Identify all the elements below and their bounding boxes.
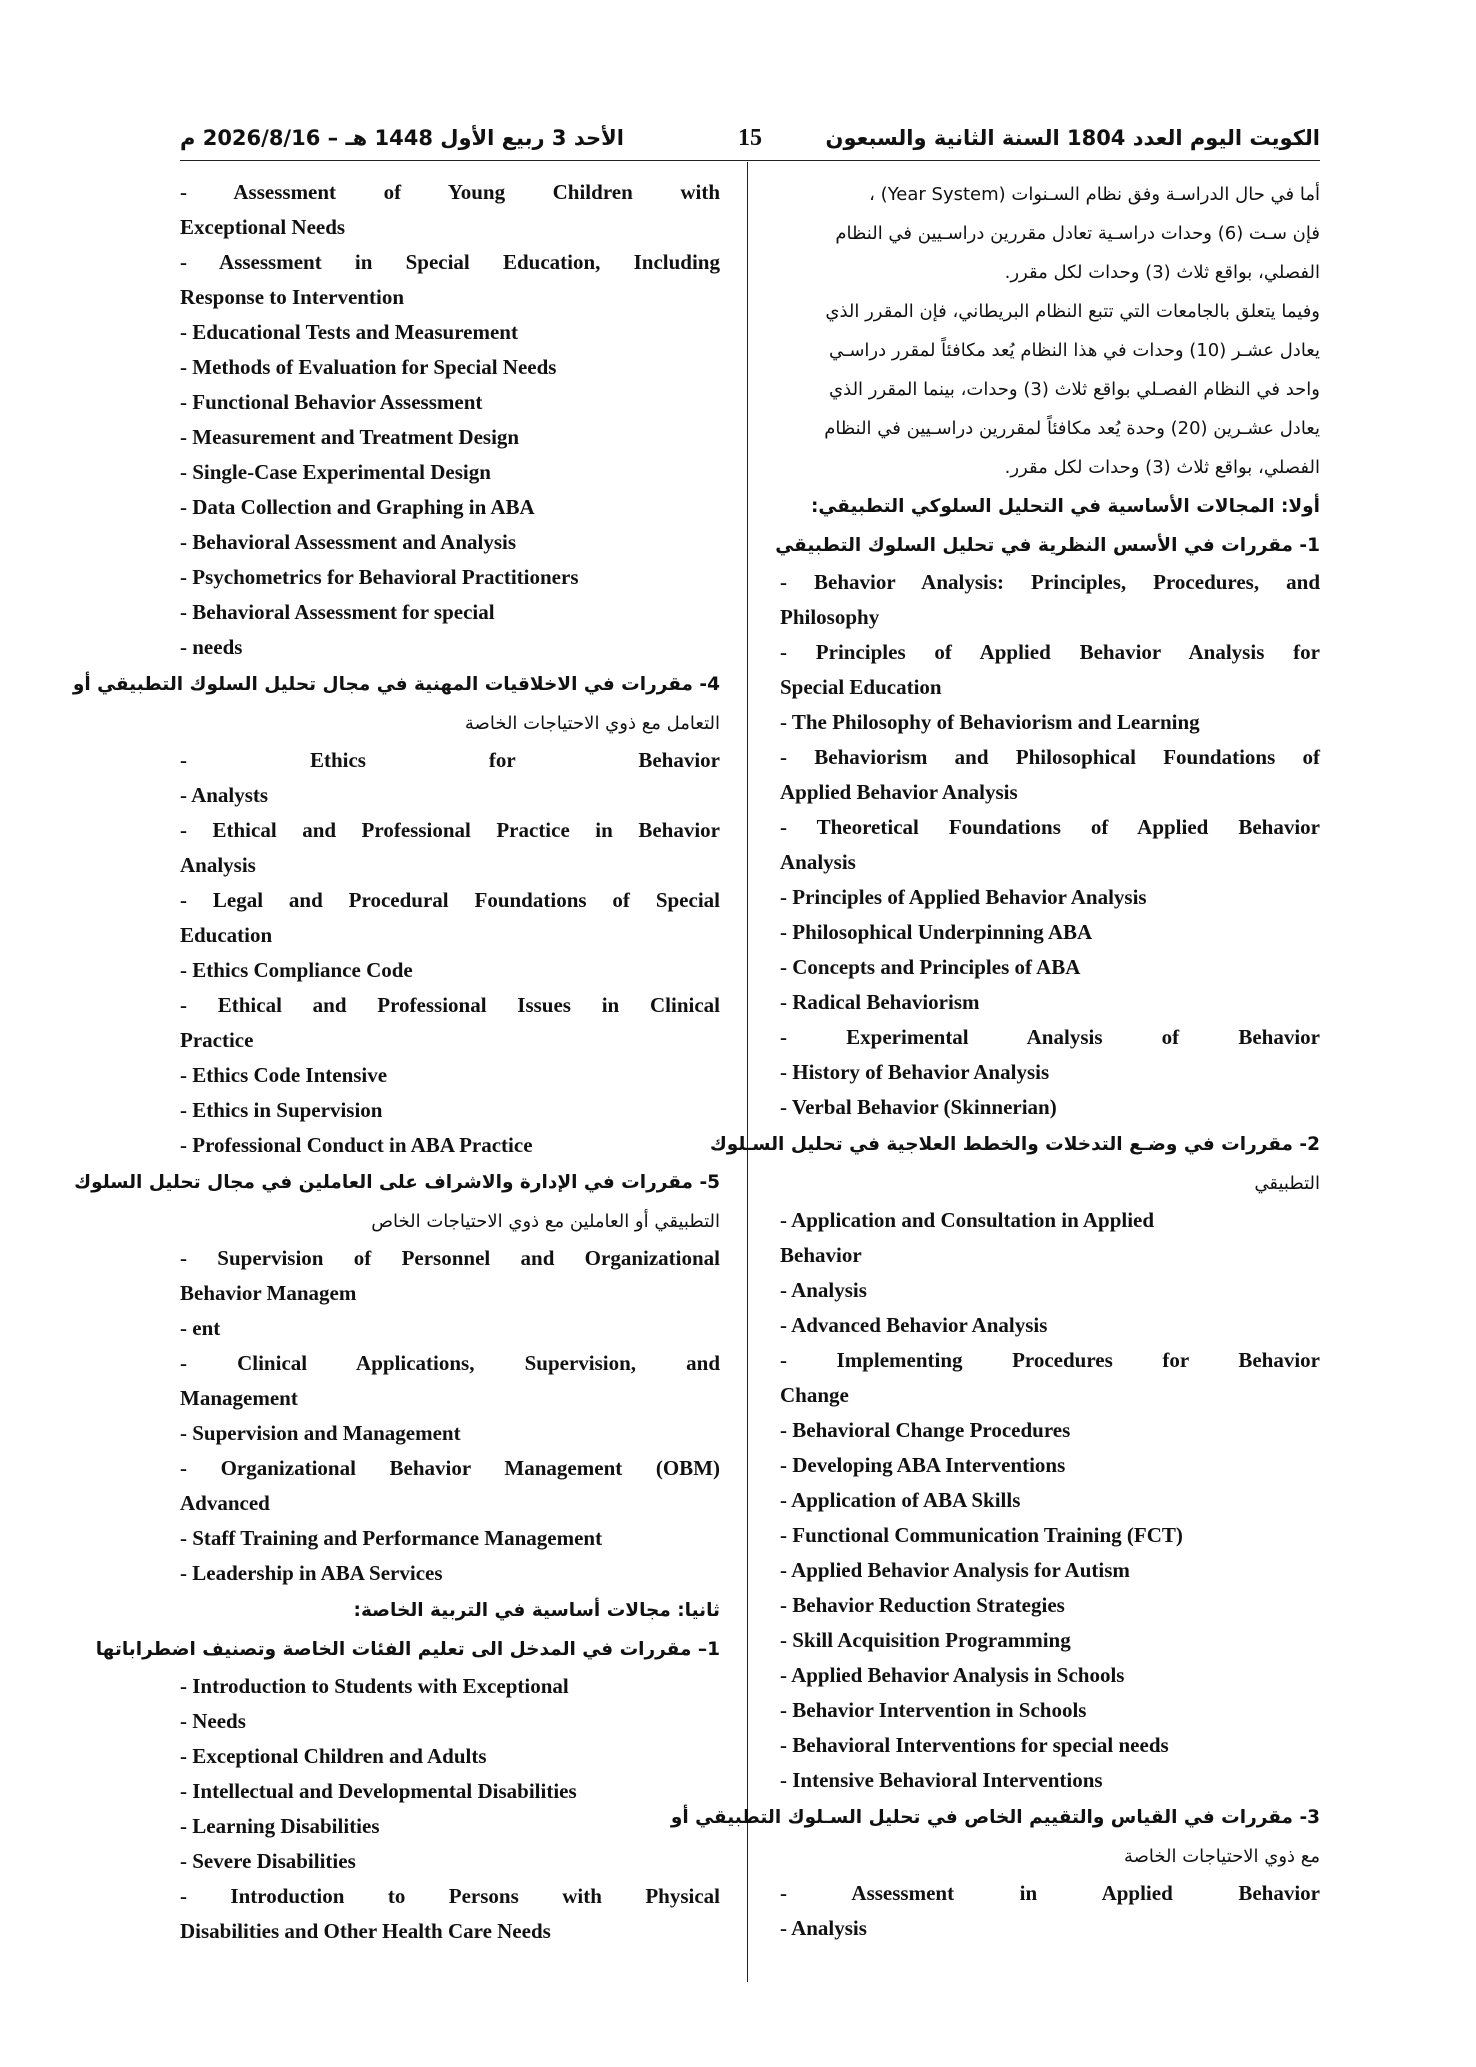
- course-line: Advanced: [180, 1491, 270, 1515]
- header-issue-info: الكويت اليوم العدد 1804 السنة الثانية والسبعون: [825, 126, 1320, 150]
- arabic-text-line: أولا: المجالات الأساسية في التحليل السلوكي التطبيقي:: [811, 496, 1320, 517]
- course-line: - Radical Behaviorism: [780, 990, 980, 1014]
- course-line: - Learning Disabilities: [180, 1814, 380, 1838]
- course-line: - Principles of Applied Behavior Analysis: [780, 885, 1147, 909]
- course-line: Change: [780, 1383, 849, 1407]
- course-line: - Developing ABA Interventions: [780, 1453, 1066, 1477]
- course-line: - Supervision and Management: [180, 1421, 461, 1445]
- right-column: [670, 175, 1320, 1946]
- course-line: - Behavioral Interventions for special needs: [780, 1733, 1169, 1757]
- course-line: - Application of ABA Skills: [780, 1488, 1021, 1512]
- course-line: - Data Collection and Graphing in ABA: [180, 495, 535, 519]
- course-line: - History of Behavior Analysis: [780, 1060, 1050, 1084]
- course-line: Special Education: [780, 675, 942, 699]
- arabic-text-line: ثانيا: مجالات أساسية في التربية الخاصة:: [353, 1600, 720, 1621]
- arabic-text-line: وفيما يتعلق بالجامعات التي تتبع النظام البريطاني، فإن المقرر الذي: [825, 301, 1320, 322]
- course-line: Applied Behavior Analysis: [780, 780, 1018, 804]
- course-line: - Ethics for Behavior: [180, 748, 720, 772]
- course-line: - Behavioral Assessment for special: [180, 600, 495, 624]
- course-line: - Functional Behavior Assessment: [180, 390, 483, 414]
- course-line: Practice: [180, 1028, 254, 1052]
- course-line: - Ethics Compliance Code: [180, 958, 413, 982]
- course-line: - Applied Behavior Analysis in Schools: [780, 1663, 1125, 1687]
- arabic-text-line: واحد في النظام الفصـلي بواقع ثلاث (3) وحدات، بينما المقرر الذي: [829, 379, 1320, 400]
- course-line: - Intellectual and Developmental Disabilities: [180, 1779, 577, 1803]
- arabic-text-line: 5- مقررات في الإدارة والاشراف على العاملين في مجال تحليل السلوك: [74, 1172, 720, 1193]
- course-line: - Analysts: [180, 783, 269, 807]
- arabic-text-line: 1- مقررات في الأسس النظرية في تحليل السلوك التطبيقي: [775, 535, 1320, 556]
- course-line: - Theoretical Foundations of Applied Behavior: [780, 815, 1320, 839]
- arabic-text-line: الفصلي، بواقع ثلاث (3) وحدات لكل مقرر.: [1004, 262, 1320, 283]
- course-line: - Verbal Behavior (Skinnerian): [780, 1095, 1057, 1119]
- arabic-text-line: 4- مقررات في الاخلاقيات المهنية في مجال تحليل السلوك التطبيقي أو: [72, 674, 720, 695]
- course-line: - Application and Consultation in Applied: [780, 1208, 1155, 1232]
- course-line: Education: [180, 923, 273, 947]
- course-line: - Analysis: [780, 1916, 867, 1940]
- arabic-text-line: 2- مقررات في وضـع التدخلات والخطط العلاجية في تحليل السـلوك: [709, 1134, 1320, 1155]
- course-line: - Exceptional Children and Adults: [180, 1744, 487, 1768]
- course-line: Analysis: [780, 850, 856, 874]
- course-line: - Skill Acquisition Programming: [780, 1628, 1071, 1652]
- course-line: Philosophy: [780, 605, 880, 629]
- course-line: - Educational Tests and Measurement: [180, 320, 518, 344]
- course-line: - Professional Conduct in ABA Practice: [180, 1133, 533, 1157]
- course-line: - Severe Disabilities: [180, 1849, 356, 1873]
- arabic-text-line: التطبيقي أو العاملين مع ذوي الاحتياجات الخاص: [371, 1211, 720, 1232]
- course-line: Behavior: [780, 1243, 862, 1267]
- page-header: [180, 118, 1320, 158]
- course-line: - Introduction to Students with Exceptional: [180, 1674, 569, 1698]
- arabic-text-line: أما في حال الدراسـة وفق نظام السـنوات (Year System) ،: [869, 184, 1320, 205]
- arabic-text-line: الفصلي، بواقع ثلاث (3) وحدات لكل مقرر.: [1004, 457, 1320, 478]
- course-line: - Assessment in Special Education, Including: [180, 250, 720, 274]
- course-line: - Legal and Procedural Foundations of Special: [180, 888, 720, 912]
- course-line: - Applied Behavior Analysis for Autism: [780, 1558, 1130, 1582]
- course-line: - Behavior Intervention in Schools: [780, 1698, 1087, 1722]
- course-line: - Ethics in Supervision: [180, 1098, 383, 1122]
- course-line: - Needs: [180, 1709, 246, 1733]
- course-line: - Ethics Code Intensive: [180, 1063, 388, 1087]
- course-line: - Assessment of Young Children with: [180, 180, 720, 204]
- course-line: Disabilities and Other Health Care Needs: [180, 1919, 551, 1943]
- course-line: - Philosophical Underpinning ABA: [780, 920, 1093, 944]
- course-line: - Ethical and Professional Practice in Behavior: [180, 818, 720, 842]
- course-line: - The Philosophy of Behaviorism and Learning: [780, 710, 1200, 734]
- course-line: Response to Intervention: [180, 285, 404, 309]
- course-line: - Principles of Applied Behavior Analysis for: [780, 640, 1320, 664]
- arabic-text-line: يعادل عشـر (10) وحدات في هذا النظام يُعد مكافئاً لمقرر دراسـي: [829, 340, 1320, 361]
- course-line: - Staff Training and Performance Management: [180, 1526, 603, 1550]
- course-line: - Assessment in Applied Behavior: [780, 1881, 1320, 1905]
- course-line: - Analysis: [780, 1278, 867, 1302]
- course-line: Exceptional Needs: [180, 215, 346, 239]
- course-line: - needs: [180, 635, 243, 659]
- page-number: 15: [738, 125, 762, 151]
- course-line: - Ethical and Professional Issues in Clinical: [180, 993, 720, 1017]
- course-line: - Clinical Applications, Supervision, and: [180, 1351, 720, 1375]
- course-line: - Introduction to Persons with Physical: [180, 1884, 720, 1908]
- course-line: - Leadership in ABA Services: [180, 1561, 443, 1585]
- arabic-text-line: يعادل عشـرين (20) وحدة يُعد مكافئاً لمقررين دراسـيين في النظام: [824, 418, 1320, 439]
- column-divider: [747, 162, 748, 1982]
- course-line: - Concepts and Principles of ABA: [780, 955, 1081, 979]
- course-line: - Behavior Analysis: Principles, Procedures, and: [780, 570, 1320, 594]
- course-line: - Intensive Behavioral Interventions: [780, 1768, 1103, 1792]
- course-line: - Functional Communication Training (FCT): [780, 1523, 1183, 1547]
- course-line: - ent: [180, 1316, 221, 1340]
- course-line: - Advanced Behavior Analysis: [780, 1313, 1048, 1337]
- course-line: - Behaviorism and Philosophical Foundations of: [780, 745, 1320, 769]
- left-column: [72, 175, 720, 1949]
- arabic-text-line: التطبيقي: [1254, 1173, 1320, 1194]
- arabic-text-line: 3- مقررات في القياس والتقييم الخاص في تحليل السـلوك التطبيقي أو: [670, 1807, 1320, 1828]
- course-line: - Behavior Reduction Strategies: [780, 1593, 1065, 1617]
- arabic-text-line: التعامل مع ذوي الاحتياجات الخاصة: [464, 713, 720, 734]
- course-line: - Psychometrics for Behavioral Practitioners: [180, 565, 579, 589]
- course-line: - Experimental Analysis of Behavior: [780, 1025, 1320, 1049]
- arabic-text-line: 1– مقررات في المدخل الى تعليم الفئات الخاصة وتصنيف اضطراباتها: [95, 1639, 720, 1660]
- course-line: - Organizational Behavior Management (OBM): [180, 1456, 720, 1480]
- header-rule: [180, 160, 1320, 161]
- course-line: - Methods of Evaluation for Special Needs: [180, 355, 557, 379]
- course-line: - Behavioral Assessment and Analysis: [180, 530, 517, 554]
- course-line: - Single-Case Experimental Design: [180, 460, 491, 484]
- arabic-text-line: مع ذوي الاحتياجات الخاصة: [1123, 1846, 1320, 1867]
- arabic-text-line: فإن سـت (6) وحدات دراسـية تعادل مقررين دراسـيين في النظام: [835, 223, 1320, 244]
- course-line: Management: [180, 1386, 298, 1410]
- course-line: - Behavioral Change Procedures: [780, 1418, 1071, 1442]
- course-line: - Supervision of Personnel and Organizational: [180, 1246, 720, 1270]
- header-date: الأحد 3 ربيع الأول 1448 هـ – 2026/8/16 م: [180, 126, 624, 150]
- course-line: - Implementing Procedures for Behavior: [780, 1348, 1320, 1372]
- course-line: Behavior Managem: [180, 1281, 357, 1305]
- course-line: Analysis: [180, 853, 256, 877]
- course-line: - Measurement and Treatment Design: [180, 425, 520, 449]
